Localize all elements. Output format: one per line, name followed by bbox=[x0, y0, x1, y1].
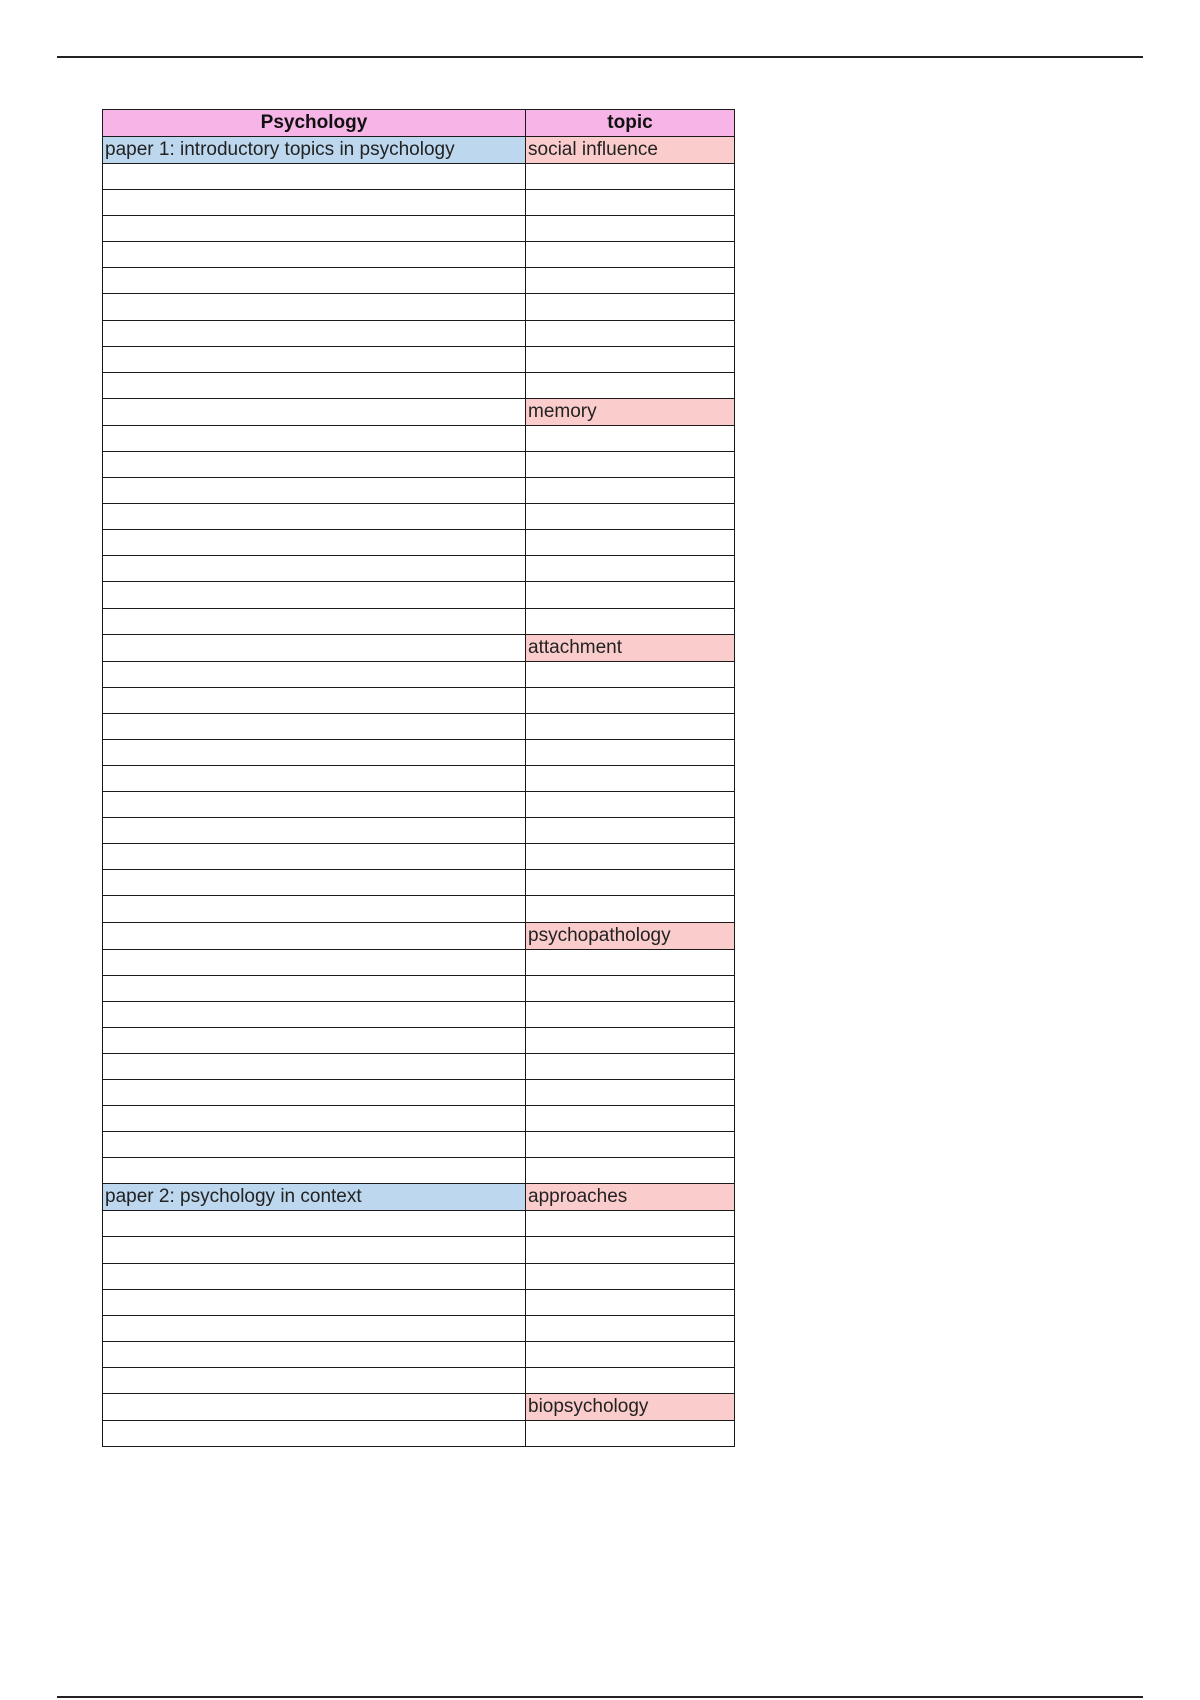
table-row bbox=[103, 425, 735, 451]
table-row bbox=[103, 294, 735, 320]
empty-cell[interactable] bbox=[526, 294, 735, 320]
empty-cell[interactable] bbox=[526, 818, 735, 844]
table-row bbox=[103, 634, 735, 661]
empty-cell[interactable] bbox=[103, 792, 526, 818]
table-row bbox=[103, 844, 735, 870]
table-body bbox=[103, 137, 735, 1447]
empty-cell[interactable] bbox=[103, 1001, 526, 1027]
empty-cell[interactable] bbox=[526, 478, 735, 504]
empty-cell[interactable] bbox=[526, 372, 735, 398]
empty-cell[interactable] bbox=[103, 216, 526, 242]
topic-cell[interactable]: social influence bbox=[526, 137, 735, 164]
empty-cell[interactable] bbox=[526, 1237, 735, 1263]
empty-cell[interactable] bbox=[526, 975, 735, 1001]
header-topic[interactable]: topic bbox=[526, 110, 735, 137]
empty-cell[interactable] bbox=[526, 530, 735, 556]
table-row bbox=[103, 896, 735, 922]
table-row bbox=[103, 504, 735, 530]
empty-cell[interactable] bbox=[103, 870, 526, 896]
empty-cell[interactable] bbox=[526, 661, 735, 687]
table-row bbox=[103, 164, 735, 190]
table-row bbox=[103, 556, 735, 582]
empty-cell[interactable] bbox=[103, 1367, 526, 1393]
empty-cell[interactable] bbox=[103, 687, 526, 713]
empty-cell[interactable] bbox=[103, 1394, 526, 1421]
table-row bbox=[103, 1341, 735, 1367]
table-row bbox=[103, 975, 735, 1001]
table-row bbox=[103, 582, 735, 608]
topic-cell[interactable]: attachment bbox=[526, 634, 735, 661]
table-row bbox=[103, 1394, 735, 1421]
empty-cell[interactable] bbox=[103, 372, 526, 398]
empty-cell[interactable] bbox=[526, 739, 735, 765]
empty-cell[interactable] bbox=[526, 164, 735, 190]
paper-cell[interactable]: paper 1: introductory topics in psychology bbox=[103, 137, 526, 164]
topic-cell[interactable]: psychopathology bbox=[526, 922, 735, 949]
table-row bbox=[103, 1421, 735, 1447]
topic-cell[interactable]: approaches bbox=[526, 1184, 735, 1211]
empty-cell[interactable] bbox=[526, 504, 735, 530]
empty-cell[interactable] bbox=[103, 320, 526, 346]
table-row bbox=[103, 687, 735, 713]
empty-cell[interactable] bbox=[526, 451, 735, 477]
table-row bbox=[103, 242, 735, 268]
empty-cell[interactable] bbox=[526, 765, 735, 791]
empty-cell[interactable] bbox=[526, 216, 735, 242]
empty-cell[interactable] bbox=[103, 425, 526, 451]
page-top-rule bbox=[57, 56, 1143, 58]
empty-cell[interactable] bbox=[103, 765, 526, 791]
empty-cell[interactable] bbox=[103, 1027, 526, 1053]
table-row bbox=[103, 922, 735, 949]
empty-cell[interactable] bbox=[103, 922, 526, 949]
table-row bbox=[103, 1367, 735, 1393]
empty-cell[interactable] bbox=[526, 687, 735, 713]
empty-cell[interactable] bbox=[103, 398, 526, 425]
table-row bbox=[103, 346, 735, 372]
empty-cell[interactable] bbox=[103, 1211, 526, 1237]
empty-cell[interactable] bbox=[103, 844, 526, 870]
empty-cell[interactable] bbox=[103, 478, 526, 504]
table-row bbox=[103, 1315, 735, 1341]
empty-cell[interactable] bbox=[526, 190, 735, 216]
table-row bbox=[103, 398, 735, 425]
table-row bbox=[103, 530, 735, 556]
table-row bbox=[103, 1027, 735, 1053]
empty-cell[interactable] bbox=[526, 1315, 735, 1341]
paper-cell[interactable]: paper 2: psychology in context bbox=[103, 1184, 526, 1211]
empty-cell[interactable] bbox=[103, 713, 526, 739]
empty-cell[interactable] bbox=[526, 1001, 735, 1027]
empty-cell[interactable] bbox=[103, 608, 526, 634]
empty-cell[interactable] bbox=[103, 1132, 526, 1158]
empty-cell[interactable] bbox=[526, 1132, 735, 1158]
empty-cell[interactable] bbox=[103, 1421, 526, 1447]
empty-cell[interactable] bbox=[103, 896, 526, 922]
empty-cell[interactable] bbox=[526, 1263, 735, 1289]
empty-cell[interactable] bbox=[103, 1106, 526, 1132]
table-row bbox=[103, 739, 735, 765]
table-row bbox=[103, 216, 735, 242]
empty-cell[interactable] bbox=[526, 949, 735, 975]
empty-cell[interactable] bbox=[526, 1053, 735, 1079]
empty-cell[interactable] bbox=[103, 451, 526, 477]
table-row bbox=[103, 661, 735, 687]
empty-cell[interactable] bbox=[526, 346, 735, 372]
table-row bbox=[103, 870, 735, 896]
empty-cell[interactable] bbox=[103, 530, 526, 556]
empty-cell[interactable] bbox=[526, 844, 735, 870]
empty-cell[interactable] bbox=[103, 1158, 526, 1184]
table-row bbox=[103, 372, 735, 398]
empty-cell[interactable] bbox=[103, 1237, 526, 1263]
table-row bbox=[103, 1289, 735, 1315]
empty-cell[interactable] bbox=[526, 1106, 735, 1132]
empty-cell[interactable] bbox=[526, 1211, 735, 1237]
empty-cell[interactable] bbox=[103, 818, 526, 844]
table-row bbox=[103, 949, 735, 975]
empty-cell[interactable] bbox=[103, 661, 526, 687]
empty-cell[interactable] bbox=[526, 896, 735, 922]
table-header-row bbox=[103, 110, 735, 137]
table-row bbox=[103, 1184, 735, 1211]
empty-cell[interactable] bbox=[103, 1053, 526, 1079]
empty-cell[interactable] bbox=[103, 294, 526, 320]
empty-cell[interactable] bbox=[103, 1263, 526, 1289]
empty-cell[interactable] bbox=[526, 1421, 735, 1447]
empty-cell[interactable] bbox=[526, 1367, 735, 1393]
empty-cell[interactable] bbox=[526, 792, 735, 818]
empty-cell[interactable] bbox=[103, 1080, 526, 1106]
table-row bbox=[103, 1263, 735, 1289]
empty-cell[interactable] bbox=[526, 320, 735, 346]
empty-cell[interactable] bbox=[103, 556, 526, 582]
empty-cell[interactable] bbox=[103, 1341, 526, 1367]
table-row bbox=[103, 1211, 735, 1237]
empty-cell[interactable] bbox=[103, 164, 526, 190]
empty-cell[interactable] bbox=[103, 346, 526, 372]
page-bottom-rule bbox=[57, 1696, 1143, 1698]
empty-cell[interactable] bbox=[526, 1080, 735, 1106]
table-row bbox=[103, 1237, 735, 1263]
table-row bbox=[103, 1080, 735, 1106]
empty-cell[interactable] bbox=[526, 1158, 735, 1184]
empty-cell[interactable] bbox=[103, 190, 526, 216]
empty-cell[interactable] bbox=[526, 608, 735, 634]
empty-cell[interactable] bbox=[526, 1289, 735, 1315]
table-row bbox=[103, 478, 735, 504]
empty-cell[interactable] bbox=[103, 975, 526, 1001]
psychology-topics-table bbox=[102, 109, 735, 1447]
table-row bbox=[103, 1132, 735, 1158]
topic-cell[interactable]: biopsychology bbox=[526, 1394, 735, 1421]
empty-cell[interactable] bbox=[526, 242, 735, 268]
table-row bbox=[103, 1158, 735, 1184]
empty-cell[interactable] bbox=[103, 739, 526, 765]
table-row bbox=[103, 137, 735, 164]
empty-cell[interactable] bbox=[526, 425, 735, 451]
table-row bbox=[103, 608, 735, 634]
table-row bbox=[103, 190, 735, 216]
empty-cell[interactable] bbox=[526, 870, 735, 896]
empty-cell[interactable] bbox=[526, 1027, 735, 1053]
table-row bbox=[103, 1053, 735, 1079]
table-row bbox=[103, 451, 735, 477]
empty-cell[interactable] bbox=[526, 268, 735, 294]
empty-cell[interactable] bbox=[103, 1315, 526, 1341]
empty-cell[interactable] bbox=[526, 1341, 735, 1367]
table-row bbox=[103, 818, 735, 844]
empty-cell[interactable] bbox=[103, 949, 526, 975]
header-psychology[interactable]: Psychology bbox=[103, 110, 526, 137]
table-row bbox=[103, 713, 735, 739]
empty-cell[interactable] bbox=[103, 634, 526, 661]
empty-cell[interactable] bbox=[103, 504, 526, 530]
table-row bbox=[103, 1001, 735, 1027]
empty-cell[interactable] bbox=[103, 1289, 526, 1315]
empty-cell[interactable] bbox=[526, 582, 735, 608]
empty-cell[interactable] bbox=[526, 713, 735, 739]
table-row bbox=[103, 320, 735, 346]
empty-cell[interactable] bbox=[103, 582, 526, 608]
table-row bbox=[103, 268, 735, 294]
empty-cell[interactable] bbox=[103, 242, 526, 268]
empty-cell[interactable] bbox=[103, 268, 526, 294]
table-row bbox=[103, 792, 735, 818]
topic-cell[interactable]: memory bbox=[526, 398, 735, 425]
table-row bbox=[103, 1106, 735, 1132]
empty-cell[interactable] bbox=[526, 556, 735, 582]
table-row bbox=[103, 765, 735, 791]
